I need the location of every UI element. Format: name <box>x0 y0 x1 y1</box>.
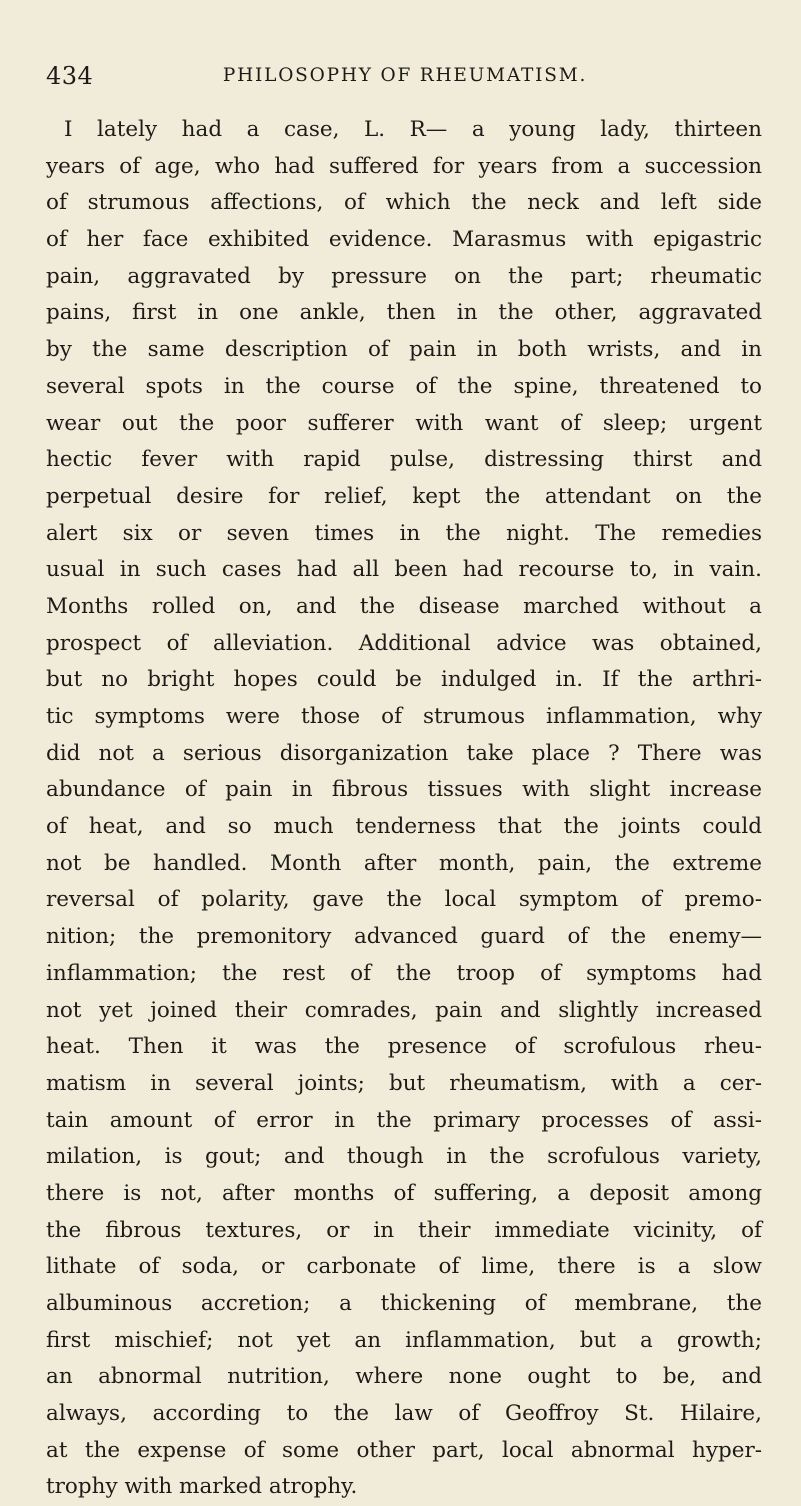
text-line: there is not, after months of suffering, a deposit among <box>46 1180 762 1206</box>
text-line: reversal of polarity, gave the local symptom of premo- <box>46 887 762 913</box>
text-line: did not a serious disorganization take place ? There was <box>46 740 762 766</box>
page-header <box>46 62 756 96</box>
text-line: pain, aggravated by pressure on the part; rheumatic <box>46 263 762 289</box>
text-line: the fibrous textures, or in their immediate vicinity, of <box>46 1217 762 1243</box>
text-line: prospect of alleviation. Additional advice was obtained, <box>46 630 762 656</box>
body-paragraph <box>46 112 762 1506</box>
text-line: of heat, and so much tenderness that the joints could <box>46 814 762 840</box>
text-line: but no bright hopes could be indulged in. If the arthri- <box>46 667 762 693</box>
text-line: of her face exhibited evidence. Marasmus with epigastric <box>46 227 762 253</box>
text-line: of strumous affections, of which the neck and left side <box>46 190 762 216</box>
text-line: milation, is gout; and though in the scrofulous variety, <box>46 1144 762 1170</box>
text-line: I lately had a case, L. R— a young lady, thirteen <box>64 117 762 142</box>
text-line: Months rolled on, and the disease marched without a <box>46 593 762 619</box>
text-line: inflammation; the rest of the troop of symptoms had <box>46 960 762 986</box>
text-line: tain amount of error in the primary processes of assi- <box>46 1107 762 1133</box>
text-line: tic symptoms were those of strumous inflammation, why <box>46 704 762 729</box>
text-line: at the expense of some other part, local abnormal hyper- <box>46 1437 762 1463</box>
text-line: trophy with marked atrophy. <box>46 1474 358 1500</box>
text-line: alert six or seven times in the night. The remedies <box>46 520 762 546</box>
text-line: not be handled. Month after month, pain, the extreme <box>46 850 762 876</box>
page-number: 434 <box>46 62 94 90</box>
text-line: abundance of pain in fibrous tissues with slight increase <box>46 777 762 803</box>
text-line: first mischief; not yet an inflammation, but a growth; <box>46 1327 762 1353</box>
text-line: pains, first in one ankle, then in the other, aggravated <box>46 300 762 326</box>
text-line: wear out the poor sufferer with want of sleep; urgent <box>46 410 762 436</box>
text-line: years of age, who had suffered for years from a succession <box>46 153 762 179</box>
text-line: nition; the premonitory advanced guard of the enemy— <box>46 924 762 950</box>
text-line: not yet joined their comrades, pain and slightly increased <box>46 997 762 1023</box>
text-line: matism in several joints; but rheumatism, with a cer- <box>46 1070 762 1096</box>
text-line: an abnormal nutrition, where none ought to be, and <box>46 1364 762 1390</box>
running-title: PHILOSOPHY OF RHEUMATISM. <box>222 65 588 86</box>
text-line: several spots in the course of the spine, threatened to <box>46 373 762 399</box>
text-line: albuminous accretion; a thickening of membrane, the <box>46 1291 762 1316</box>
text-line: by the same description of pain in both wrists, and in <box>46 337 762 363</box>
text-line: heat. Then it was the presence of scrofulous rheu- <box>46 1034 762 1060</box>
text-line: lithate of soda, or carbonate of lime, there is a slow <box>46 1254 762 1280</box>
text-line: hectic fever with rapid pulse, distressing thirst and <box>46 447 762 473</box>
text-line: always, according to the law of Geoffroy St. Hilaire, <box>46 1401 762 1427</box>
text-line: usual in such cases had all been had recourse to, in vain. <box>46 557 762 583</box>
text-line: perpetual desire for relief, kept the attendant on the <box>46 483 762 509</box>
